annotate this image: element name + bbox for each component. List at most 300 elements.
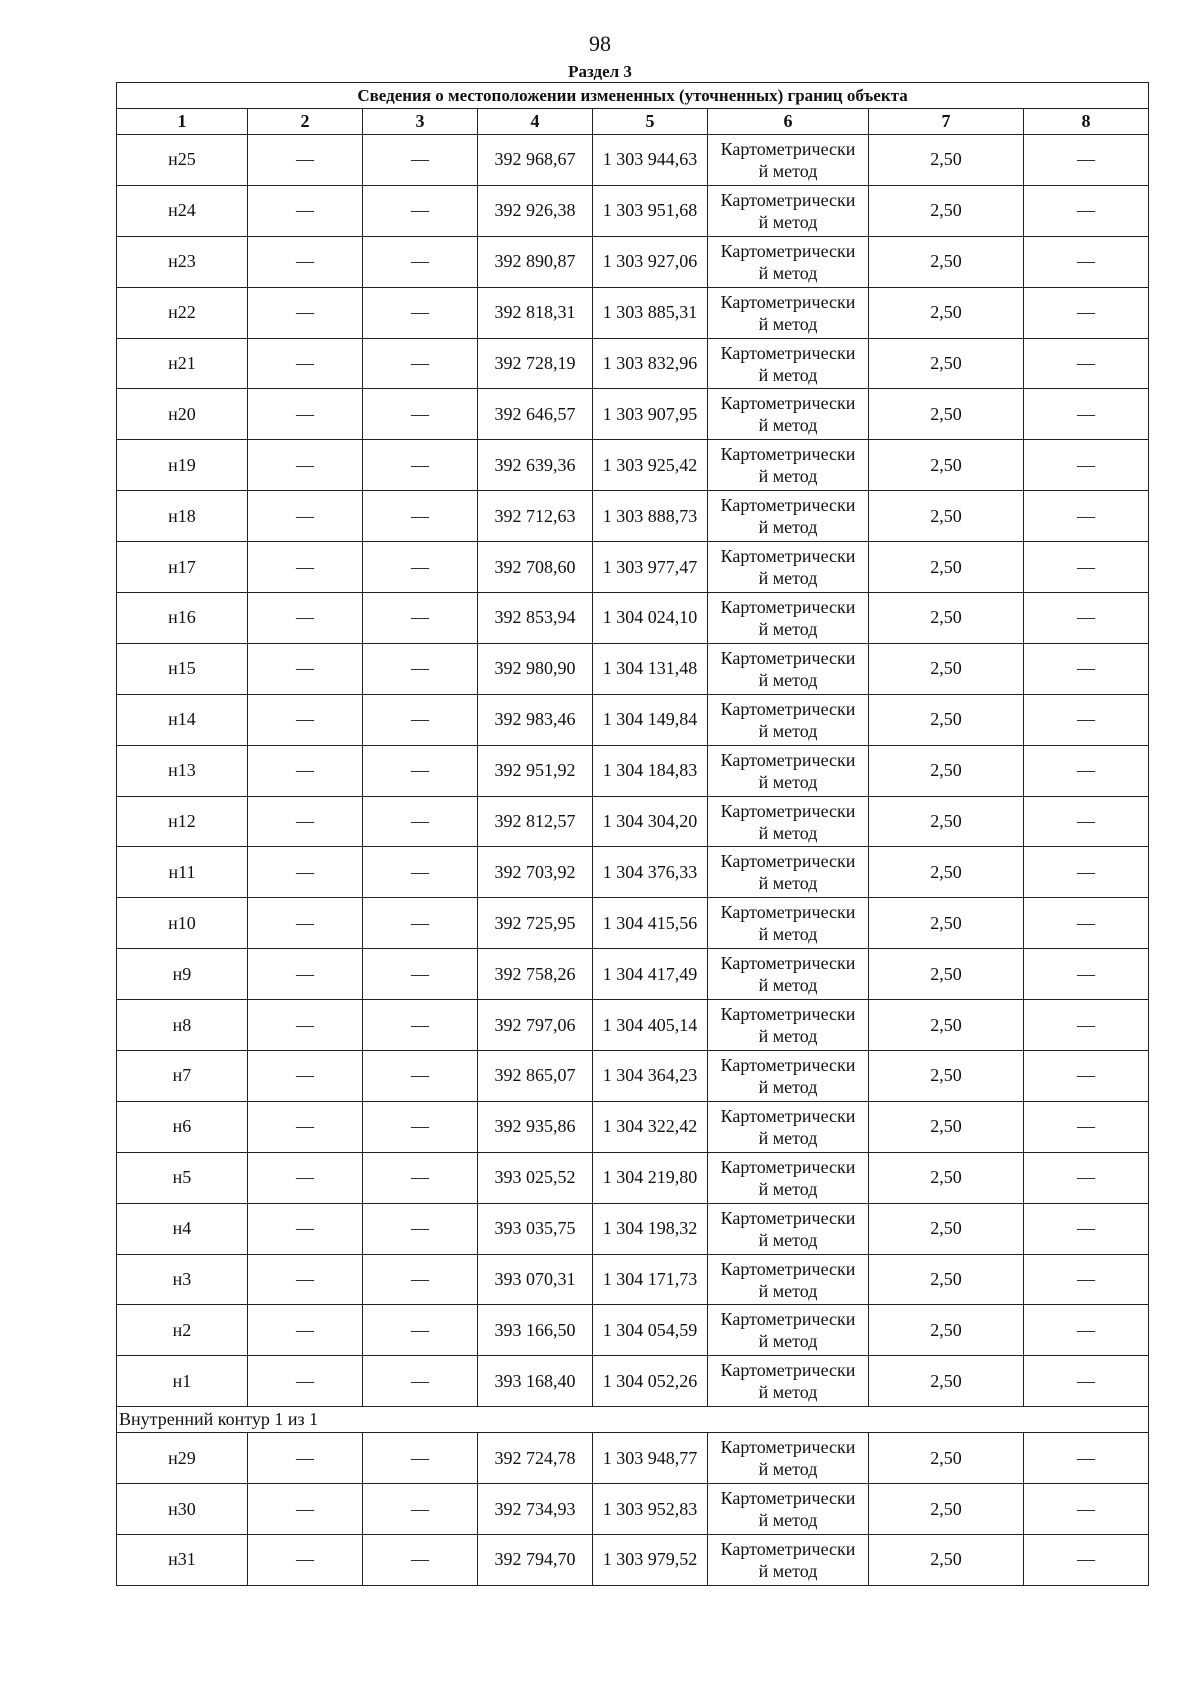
method-cell [708, 185, 869, 236]
table-row [117, 643, 1149, 694]
empty-cell: — [363, 745, 478, 796]
accuracy-cell: 2,50 [869, 287, 1024, 338]
empty-cell: — [363, 1152, 478, 1203]
table-row [117, 1051, 1149, 1102]
table-row [117, 1433, 1149, 1484]
column-header: 2 [248, 109, 363, 135]
method-cell [708, 287, 869, 338]
accuracy-cell: 2,50 [869, 898, 1024, 949]
method-text: й метод [758, 975, 818, 996]
method-text: Картометрически [720, 546, 856, 567]
x-coordinate-cell: 392 983,46 [478, 694, 593, 745]
accuracy-cell: 2,50 [869, 491, 1024, 542]
empty-cell: — [248, 287, 363, 338]
empty-cell: — [248, 185, 363, 236]
method-text: Картометрически [720, 1105, 856, 1126]
method-text: Картометрически [720, 851, 856, 872]
point-id-cell: н13 [117, 745, 248, 796]
y-coordinate-cell: 1 303 888,73 [593, 491, 708, 542]
method-text: Картометрически [720, 1360, 856, 1381]
method-text: й метод [758, 1510, 818, 1531]
empty-cell: — [1024, 338, 1149, 389]
method-cell [708, 338, 869, 389]
point-id-cell: н5 [117, 1152, 248, 1203]
method-text: й метод [758, 1026, 818, 1047]
method-text: Картометрически [720, 444, 856, 465]
point-id-cell: н4 [117, 1203, 248, 1254]
point-id-cell: н20 [117, 389, 248, 440]
point-id-cell: н7 [117, 1051, 248, 1102]
table-row [117, 440, 1149, 491]
column-header-row [117, 109, 1149, 135]
empty-cell: — [1024, 1000, 1149, 1051]
empty-cell: — [363, 1535, 478, 1586]
y-coordinate-cell: 1 304 184,83 [593, 745, 708, 796]
method-text: Картометрически [720, 1156, 856, 1177]
method-text: й метод [758, 1178, 818, 1199]
x-coordinate-cell: 392 758,26 [478, 949, 593, 1000]
x-coordinate-cell: 393 166,50 [478, 1305, 593, 1356]
method-cell [708, 1484, 869, 1535]
table-row [117, 949, 1149, 1000]
point-id-cell: н3 [117, 1254, 248, 1305]
empty-cell: — [1024, 1484, 1149, 1535]
method-text: й метод [758, 568, 818, 589]
accuracy-cell: 2,50 [869, 389, 1024, 440]
table-row [117, 135, 1149, 186]
y-coordinate-cell: 1 304 024,10 [593, 593, 708, 644]
method-text: й метод [758, 720, 818, 741]
method-text: Картометрически [720, 189, 856, 210]
table-row [117, 491, 1149, 542]
method-text: й метод [758, 364, 818, 385]
method-cell [708, 898, 869, 949]
empty-cell: — [1024, 694, 1149, 745]
table-row [117, 287, 1149, 338]
empty-cell: — [1024, 1356, 1149, 1407]
table-row [117, 1484, 1149, 1535]
method-text: Картометрически [720, 1207, 856, 1228]
empty-cell: — [363, 338, 478, 389]
x-coordinate-cell: 392 794,70 [478, 1535, 593, 1586]
empty-cell: — [363, 796, 478, 847]
point-id-cell: н30 [117, 1484, 248, 1535]
column-header: 7 [869, 109, 1024, 135]
empty-cell: — [248, 1051, 363, 1102]
point-id-cell: н11 [117, 847, 248, 898]
method-text: Картометрически [720, 596, 856, 617]
method-cell [708, 1051, 869, 1102]
empty-cell: — [1024, 542, 1149, 593]
accuracy-cell: 2,50 [869, 185, 1024, 236]
empty-cell: — [248, 440, 363, 491]
empty-cell: — [363, 542, 478, 593]
y-coordinate-cell: 1 303 951,68 [593, 185, 708, 236]
method-text: й метод [758, 1331, 818, 1352]
empty-cell: — [363, 1305, 478, 1356]
method-cell [708, 135, 869, 186]
y-coordinate-cell: 1 303 977,47 [593, 542, 708, 593]
y-coordinate-cell: 1 304 376,33 [593, 847, 708, 898]
method-text: Картометрически [720, 749, 856, 770]
table-row [117, 1254, 1149, 1305]
y-coordinate-cell: 1 303 927,06 [593, 236, 708, 287]
empty-cell: — [363, 593, 478, 644]
section-title: Раздел 3 [568, 62, 632, 81]
x-coordinate-cell: 392 926,38 [478, 185, 593, 236]
method-cell [708, 847, 869, 898]
table-row [117, 1535, 1149, 1586]
method-text: й метод [758, 873, 818, 894]
empty-cell: — [248, 1433, 363, 1484]
point-id-cell: н19 [117, 440, 248, 491]
method-text: й метод [758, 415, 818, 436]
empty-cell: — [363, 1000, 478, 1051]
point-id-cell: н24 [117, 185, 248, 236]
method-text: й метод [758, 517, 818, 538]
empty-cell: — [363, 1433, 478, 1484]
y-coordinate-cell: 1 303 979,52 [593, 1535, 708, 1586]
y-coordinate-cell: 1 304 304,20 [593, 796, 708, 847]
empty-cell: — [1024, 847, 1149, 898]
accuracy-cell: 2,50 [869, 643, 1024, 694]
inner-contour-rows [117, 1433, 1149, 1586]
y-coordinate-cell: 1 303 832,96 [593, 338, 708, 389]
method-text: й метод [758, 669, 818, 690]
method-text: Картометрически [720, 291, 856, 312]
empty-cell: — [248, 491, 363, 542]
accuracy-cell: 2,50 [869, 847, 1024, 898]
x-coordinate-cell: 392 951,92 [478, 745, 593, 796]
accuracy-cell: 2,50 [869, 1305, 1024, 1356]
y-coordinate-cell: 1 304 149,84 [593, 694, 708, 745]
empty-cell: — [1024, 643, 1149, 694]
accuracy-cell: 2,50 [869, 1101, 1024, 1152]
empty-cell: — [363, 236, 478, 287]
point-id-cell: н2 [117, 1305, 248, 1356]
y-coordinate-cell: 1 304 415,56 [593, 898, 708, 949]
y-coordinate-cell: 1 304 417,49 [593, 949, 708, 1000]
empty-cell: — [363, 1254, 478, 1305]
accuracy-cell: 2,50 [869, 236, 1024, 287]
point-id-cell: н29 [117, 1433, 248, 1484]
point-id-cell: н23 [117, 236, 248, 287]
method-cell [708, 643, 869, 694]
x-coordinate-cell: 392 818,31 [478, 287, 593, 338]
empty-cell: — [248, 389, 363, 440]
accuracy-cell: 2,50 [869, 542, 1024, 593]
method-text: Картометрически [720, 1309, 856, 1330]
column-header: 3 [363, 109, 478, 135]
empty-cell: — [363, 440, 478, 491]
empty-cell: — [1024, 185, 1149, 236]
method-text: Картометрически [720, 1004, 856, 1025]
empty-cell: — [363, 1356, 478, 1407]
method-cell [708, 694, 869, 745]
accuracy-cell: 2,50 [869, 796, 1024, 847]
y-coordinate-cell: 1 304 322,42 [593, 1101, 708, 1152]
method-text: й метод [758, 466, 818, 487]
empty-cell: — [1024, 949, 1149, 1000]
method-cell [708, 949, 869, 1000]
empty-cell: — [1024, 491, 1149, 542]
table-row [117, 1305, 1149, 1356]
point-id-cell: н25 [117, 135, 248, 186]
empty-cell: — [248, 1356, 363, 1407]
method-cell [708, 593, 869, 644]
x-coordinate-cell: 392 708,60 [478, 542, 593, 593]
column-header: 4 [478, 109, 593, 135]
x-coordinate-cell: 392 812,57 [478, 796, 593, 847]
method-text: Картометрически [720, 1488, 856, 1509]
y-coordinate-cell: 1 304 219,80 [593, 1152, 708, 1203]
method-cell [708, 1433, 869, 1484]
method-cell [708, 1356, 869, 1407]
y-coordinate-cell: 1 304 405,14 [593, 1000, 708, 1051]
x-coordinate-cell: 392 734,93 [478, 1484, 593, 1535]
empty-cell: — [248, 1254, 363, 1305]
empty-cell: — [1024, 796, 1149, 847]
accuracy-cell: 2,50 [869, 593, 1024, 644]
x-coordinate-cell: 392 853,94 [478, 593, 593, 644]
table-row [117, 542, 1149, 593]
method-text: Картометрически [720, 698, 856, 719]
method-text: й метод [758, 1459, 818, 1480]
point-id-cell: н8 [117, 1000, 248, 1051]
empty-cell: — [248, 236, 363, 287]
point-id-cell: н21 [117, 338, 248, 389]
empty-cell: — [248, 1203, 363, 1254]
method-text: Картометрически [720, 240, 856, 261]
point-id-cell: н12 [117, 796, 248, 847]
point-id-cell: н6 [117, 1101, 248, 1152]
accuracy-cell: 2,50 [869, 1203, 1024, 1254]
x-coordinate-cell: 392 639,36 [478, 440, 593, 491]
table-row [117, 1152, 1149, 1203]
method-text: й метод [758, 924, 818, 945]
table-row [117, 898, 1149, 949]
y-coordinate-cell: 1 304 052,26 [593, 1356, 708, 1407]
point-id-cell: н17 [117, 542, 248, 593]
empty-cell: — [248, 1484, 363, 1535]
page-number: 98 [589, 31, 611, 56]
accuracy-cell: 2,50 [869, 949, 1024, 1000]
method-text: Картометрически [720, 342, 856, 363]
x-coordinate-cell: 392 725,95 [478, 898, 593, 949]
empty-cell: — [248, 1152, 363, 1203]
method-cell [708, 389, 869, 440]
empty-cell: — [248, 593, 363, 644]
accuracy-cell: 2,50 [869, 1484, 1024, 1535]
empty-cell: — [363, 949, 478, 1000]
x-coordinate-cell: 392 703,92 [478, 847, 593, 898]
empty-cell: — [248, 1101, 363, 1152]
method-text: й метод [758, 211, 818, 232]
empty-cell: — [248, 796, 363, 847]
empty-cell: — [363, 643, 478, 694]
accuracy-cell: 2,50 [869, 1254, 1024, 1305]
point-id-cell: н31 [117, 1535, 248, 1586]
x-coordinate-cell: 392 935,86 [478, 1101, 593, 1152]
empty-cell: — [1024, 1254, 1149, 1305]
empty-cell: — [1024, 1433, 1149, 1484]
empty-cell: — [1024, 1535, 1149, 1586]
empty-cell: — [1024, 135, 1149, 186]
table-row [117, 1000, 1149, 1051]
table-row [117, 593, 1149, 644]
method-text: Картометрически [720, 902, 856, 923]
empty-cell: — [363, 1101, 478, 1152]
empty-cell: — [248, 338, 363, 389]
point-id-cell: н9 [117, 949, 248, 1000]
x-coordinate-cell: 393 025,52 [478, 1152, 593, 1203]
accuracy-cell: 2,50 [869, 440, 1024, 491]
column-header: 8 [1024, 109, 1149, 135]
point-id-cell: н14 [117, 694, 248, 745]
accuracy-cell: 2,50 [869, 1356, 1024, 1407]
method-cell [708, 1535, 869, 1586]
y-coordinate-cell: 1 303 944,63 [593, 135, 708, 186]
table-row [117, 389, 1149, 440]
x-coordinate-cell: 392 797,06 [478, 1000, 593, 1051]
empty-cell: — [363, 287, 478, 338]
method-text: Картометрически [720, 393, 856, 414]
method-text: й метод [758, 1229, 818, 1250]
method-cell [708, 1254, 869, 1305]
method-text: Картометрически [720, 953, 856, 974]
accuracy-cell: 2,50 [869, 338, 1024, 389]
empty-cell: — [248, 1000, 363, 1051]
table-caption: Сведения о местоположении измененных (уточненных) границ объекта [117, 83, 1149, 109]
accuracy-cell: 2,50 [869, 1051, 1024, 1102]
method-cell [708, 1101, 869, 1152]
table-row [117, 1203, 1149, 1254]
empty-cell: — [363, 1484, 478, 1535]
table-row [117, 1101, 1149, 1152]
x-coordinate-cell: 392 728,19 [478, 338, 593, 389]
accuracy-cell: 2,50 [869, 1433, 1024, 1484]
accuracy-cell: 2,50 [869, 1535, 1024, 1586]
x-coordinate-cell: 393 168,40 [478, 1356, 593, 1407]
method-text: Картометрически [720, 647, 856, 668]
point-id-cell: н1 [117, 1356, 248, 1407]
y-coordinate-cell: 1 303 948,77 [593, 1433, 708, 1484]
table-row [117, 847, 1149, 898]
x-coordinate-cell: 392 865,07 [478, 1051, 593, 1102]
empty-cell: — [363, 491, 478, 542]
empty-cell: — [1024, 287, 1149, 338]
method-cell [708, 1305, 869, 1356]
point-id-cell: н10 [117, 898, 248, 949]
method-cell [708, 1152, 869, 1203]
y-coordinate-cell: 1 303 885,31 [593, 287, 708, 338]
table-row [117, 185, 1149, 236]
x-coordinate-cell: 393 070,31 [478, 1254, 593, 1305]
empty-cell: — [363, 185, 478, 236]
accuracy-cell: 2,50 [869, 1000, 1024, 1051]
method-text: й метод [758, 1127, 818, 1148]
x-coordinate-cell: 393 035,75 [478, 1203, 593, 1254]
empty-cell: — [1024, 440, 1149, 491]
empty-cell: — [363, 898, 478, 949]
empty-cell: — [363, 389, 478, 440]
empty-cell: — [248, 694, 363, 745]
method-text: Картометрически [720, 1538, 856, 1559]
point-id-cell: н22 [117, 287, 248, 338]
empty-cell: — [363, 1051, 478, 1102]
table-row [117, 694, 1149, 745]
empty-cell: — [248, 135, 363, 186]
outer-contour-rows [117, 135, 1149, 1407]
x-coordinate-cell: 392 890,87 [478, 236, 593, 287]
method-text: Картометрически [720, 1054, 856, 1075]
empty-cell: — [1024, 593, 1149, 644]
method-cell [708, 796, 869, 847]
empty-cell: — [248, 1535, 363, 1586]
empty-cell: — [1024, 389, 1149, 440]
empty-cell: — [248, 949, 363, 1000]
empty-cell: — [1024, 1152, 1149, 1203]
y-coordinate-cell: 1 303 925,42 [593, 440, 708, 491]
y-coordinate-cell: 1 304 131,48 [593, 643, 708, 694]
column-header: 1 [117, 109, 248, 135]
empty-cell: — [248, 847, 363, 898]
empty-cell: — [1024, 1051, 1149, 1102]
y-coordinate-cell: 1 304 054,59 [593, 1305, 708, 1356]
column-header: 5 [593, 109, 708, 135]
x-coordinate-cell: 392 724,78 [478, 1433, 593, 1484]
empty-cell: — [1024, 1305, 1149, 1356]
accuracy-cell: 2,50 [869, 135, 1024, 186]
method-text: Картометрически [720, 138, 856, 159]
inner-contour-label: Внутренний контур 1 из 1 [117, 1407, 1149, 1433]
point-id-cell: н16 [117, 593, 248, 644]
method-text: й метод [758, 618, 818, 639]
empty-cell: — [248, 745, 363, 796]
x-coordinate-cell: 392 980,90 [478, 643, 593, 694]
y-coordinate-cell: 1 303 952,83 [593, 1484, 708, 1535]
y-coordinate-cell: 1 304 364,23 [593, 1051, 708, 1102]
accuracy-cell: 2,50 [869, 694, 1024, 745]
method-text: й метод [758, 1280, 818, 1301]
empty-cell: — [363, 135, 478, 186]
x-coordinate-cell: 392 968,67 [478, 135, 593, 186]
method-cell [708, 440, 869, 491]
table-row [117, 796, 1149, 847]
table-row [117, 236, 1149, 287]
empty-cell: — [1024, 898, 1149, 949]
y-coordinate-cell: 1 304 171,73 [593, 1254, 708, 1305]
empty-cell: — [248, 898, 363, 949]
accuracy-cell: 2,50 [869, 745, 1024, 796]
method-text: Картометрически [720, 1437, 856, 1458]
y-coordinate-cell: 1 303 907,95 [593, 389, 708, 440]
boundary-coordinates-table [116, 82, 1149, 1586]
method-cell [708, 236, 869, 287]
x-coordinate-cell: 392 712,63 [478, 491, 593, 542]
accuracy-cell: 2,50 [869, 1152, 1024, 1203]
empty-cell: — [363, 694, 478, 745]
method-cell [708, 745, 869, 796]
table-row [117, 1356, 1149, 1407]
x-coordinate-cell: 392 646,57 [478, 389, 593, 440]
method-text: й метод [758, 822, 818, 843]
method-text: й метод [758, 771, 818, 792]
method-text: й метод [758, 1382, 818, 1403]
method-text: й метод [758, 262, 818, 283]
method-text: й метод [758, 313, 818, 334]
method-cell [708, 1000, 869, 1051]
